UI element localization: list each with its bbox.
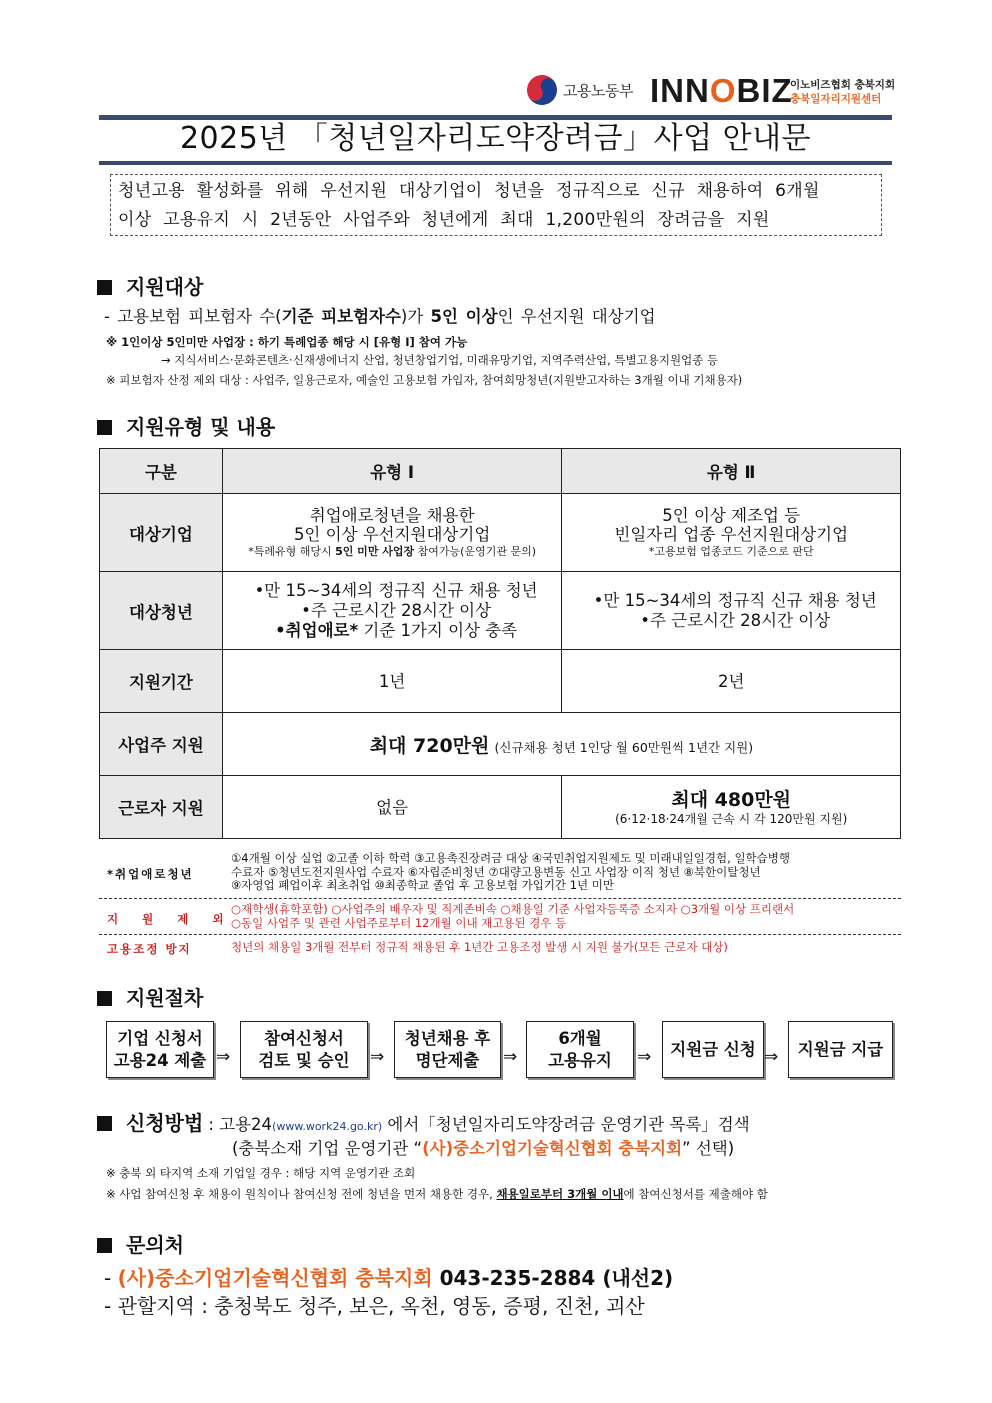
hardship-label: *취업애로청년 — [107, 867, 194, 881]
exclude-l2: ○동일 사업주 및 관련 사업주로부터 12개월 이내 재고용된 경우 등 — [231, 915, 567, 930]
employer-amount: 최대 720만원 — [369, 734, 490, 757]
target-pre: - 고용보험 피보험자 수( — [104, 307, 282, 326]
intro-line2: 이상 고용유지 시 2년동안 사업주와 청년에게 최대 1,200만원의 장려금을 지원 — [118, 210, 770, 230]
cell-youth-type1 — [222, 572, 562, 650]
company-t2-note: *고용보험 업종코드 기준으로 판단 — [648, 545, 814, 558]
row-label-worker: 근로자 지원 — [100, 776, 223, 839]
arrow-right-icon: ⇒ — [370, 1047, 385, 1067]
target-mid: )가 — [400, 307, 431, 326]
moel-logo — [527, 74, 633, 106]
target-bold1: 기준 피보험자수 — [281, 307, 401, 326]
target-note2: → 지식서비스·문화콘텐츠·신재생에너지 산업, 청년창업기업, 미래유망기업, 지역주력산업, 특별고용지원업종 등 — [161, 353, 719, 367]
section-procedure-heading — [97, 985, 203, 1011]
legend-divider-2 — [99, 934, 901, 935]
section-contact-heading — [97, 1232, 184, 1258]
contact-org: (사)중소기업기술혁신협회 충북지회 — [117, 1266, 433, 1290]
innobiz-subtitle — [790, 78, 895, 106]
step-6-line1: 지원금 지급 — [797, 1039, 884, 1059]
cell-period-type1: 1년 — [222, 650, 562, 713]
step-4 — [526, 1021, 634, 1078]
arrow-right-icon: ⇒ — [637, 1047, 652, 1067]
col-header-category: 구분 — [100, 449, 223, 494]
step-6 — [788, 1021, 893, 1078]
arrow-right-icon: ⇒ — [216, 1047, 231, 1067]
step-3-line1: 청년채용 후 — [404, 1028, 491, 1048]
legend-divider-1 — [99, 898, 901, 899]
innobiz-sub1: 이노비즈협회 충북지회 — [790, 79, 896, 91]
arrow-right-icon: ⇒ — [503, 1047, 518, 1067]
cell-company-type1 — [222, 494, 562, 572]
apply-note2-post: 에 참여신청서를 제출해야 함 — [623, 1187, 768, 1201]
section-procedure-title: 지원절차 — [126, 986, 204, 1010]
company-t2-line1: 5인 이상 제조업 등 — [662, 506, 801, 525]
hardship-l3: ⑨자영업 폐업이후 최초취업 ⑩최종학교 졸업 후 고용보험 가입기간 1년 미만 — [231, 878, 614, 892]
contact-dash: - — [104, 1266, 118, 1290]
contact-line1 — [104, 1263, 673, 1293]
worker-t2-detail: (6·12·18·24개월 근속 시 각 120만원 지원) — [615, 811, 848, 826]
adjust-label: 고용조정 방지 — [107, 942, 192, 956]
company-t2-line2: 빈일자리 업종 우선지원대상기업 — [614, 525, 849, 544]
exclude-label: 지 원 제 외 — [107, 912, 234, 926]
row-label-employer: 사업주 지원 — [100, 713, 223, 776]
target-note1: ※ 1인이상 5인미만 사업장 : 하기 특례업종 해당 시 [유형 I] 참여 가능 — [106, 335, 468, 349]
moel-name: 고용노동부 — [563, 81, 633, 100]
innobiz-pre: INN — [650, 72, 710, 109]
company-t1-line2: 5인 이상 우선지원대상기업 — [293, 525, 491, 544]
company-t1-note — [223, 544, 562, 559]
worker-t2-amount: 최대 480만원 — [671, 788, 792, 811]
apply-org: (사)중소기업기술혁신협회 충북지회 — [422, 1139, 683, 1158]
employer-detail: (신규채용 청년 1인당 월 60만원씩 1년간 지원) — [494, 739, 754, 755]
cell-worker-type2 — [562, 776, 901, 839]
apply-url: (www.work24.go.kr) — [272, 1120, 383, 1133]
support-table — [99, 448, 901, 839]
section-target-title: 지원대상 — [126, 275, 204, 299]
cell-period-type2: 2년 — [562, 650, 901, 713]
target-note3: ※ 피보험자 산정 제외 대상 : 사업주, 일용근로자, 예술인 고용보험 가입자, 참여희망청년(지원받고자하는 3개월 이내 기채용자) — [106, 373, 743, 387]
step-1-line2: 고용24 제출 — [113, 1050, 207, 1070]
col-header-type1: 유형 Ⅰ — [222, 449, 562, 494]
title-rule-bottom — [99, 161, 892, 165]
section-contact-title: 문의처 — [126, 1233, 184, 1257]
row-label-company: 대상기업 — [100, 494, 223, 572]
square-bullet-icon — [97, 1238, 112, 1253]
square-bullet-icon — [97, 991, 112, 1006]
target-line — [104, 305, 656, 329]
row-label-period: 지원기간 — [100, 650, 223, 713]
apply-line1-pre: : 고용24 — [208, 1115, 273, 1134]
apply-line2 — [232, 1137, 734, 1161]
row-label-youth: 대상청년 — [100, 572, 223, 650]
cell-youth-type2 — [562, 572, 901, 650]
innobiz-sub2: 충북일자리지원센터 — [790, 93, 882, 105]
hardship-text — [231, 852, 901, 893]
youth-t1-b1: •만 15~34세의 정규직 신규 채용 청년 — [254, 580, 538, 600]
step-2-line2: 검토 및 승인 — [258, 1050, 350, 1070]
square-bullet-icon — [97, 420, 112, 435]
intro-line1: 청년고용 활성화를 위해 우선지원 대상기업이 청년을 정규직으로 신규 채용하여 6개월 — [118, 181, 820, 201]
apply-note1: ※ 충북 외 타지역 소재 기업일 경우 : 해당 지역 운영기관 조회 — [106, 1166, 416, 1180]
section-apply-title: 신청방법 — [126, 1111, 204, 1135]
table-row-employer — [100, 713, 901, 776]
cell-employer — [222, 713, 900, 776]
square-bullet-icon — [97, 1116, 112, 1131]
hardship-l2: 수료자 ⑤청년도전지원사업 수료자 ⑥자립준비청년 ⑦대량고용변동 신고 사업장 이직 청년 ⑧북한이탈청년 — [231, 864, 761, 879]
step-2 — [240, 1021, 368, 1078]
section-apply-heading — [97, 1110, 750, 1137]
step-5 — [662, 1021, 764, 1078]
step-3 — [394, 1021, 501, 1078]
step-5-line1: 지원금 신청 — [670, 1039, 756, 1059]
step-1 — [106, 1021, 214, 1078]
adjust-text: 청년의 채용일 3개월 전부터 정규직 채용된 후 1년간 고용조정 발생 시 지원 불가(모든 근로자 대상) — [231, 940, 728, 954]
section-types-title: 지원유형 및 내용 — [126, 415, 276, 439]
section-target-heading — [97, 274, 203, 300]
apply-line1-post: 에서「청년일자리도약장려금 운영기관 목록」검색 — [382, 1115, 750, 1134]
company-t1-note-pre: *특례유형 해당시 — [248, 545, 336, 558]
square-bullet-icon — [97, 280, 112, 295]
youth-t1-b3-bold: •취업애로* — [275, 620, 359, 640]
col-header-type2: 유형 Ⅱ — [562, 449, 901, 494]
step-2-line1: 참여신청서 — [264, 1028, 344, 1048]
taegeuk-icon — [522, 70, 563, 111]
apply-note2 — [106, 1186, 768, 1203]
arrow-right-icon: ⇒ — [764, 1047, 779, 1067]
page-title: 2025년 「청년일자리도약장려금」사업 안내문 — [179, 121, 812, 156]
company-t1-note-post: 참여가능(운영기관 문의) — [414, 545, 536, 558]
company-t1-note-bold: 5인 미만 사업장 — [335, 545, 415, 558]
youth-t2-b1: •만 15~34세의 정규직 신규 채용 청년 — [593, 590, 877, 610]
table-row-worker — [100, 776, 901, 839]
section-types-heading — [97, 414, 275, 440]
innobiz-post: BIZ — [736, 72, 793, 109]
apply-note2-bold: 채용일로부터 3개월 이내 — [496, 1187, 624, 1201]
youth-t1-b3-post: 기준 1가지 이상 충족 — [358, 620, 518, 640]
table-row-period — [100, 650, 901, 713]
step-1-line1: 기업 신청서 — [117, 1028, 203, 1048]
target-bold2: 5인 이상 — [430, 307, 498, 326]
contact-line2: - 관할지역 : 충청북도 청주, 보은, 옥천, 영동, 증평, 진천, 괴산 — [104, 1294, 645, 1318]
company-t1-line1: 취업애로청년을 채용한 — [309, 506, 475, 525]
exclude-l1: ○재학생(휴학포함) ○사업주의 배우자 및 직계존비속 ○채용일 기준 사업자등록증 소지자 ○3개월 이상 프리랜서 — [231, 902, 795, 916]
exclude-text — [231, 903, 901, 930]
target-post: 인 우선지원 대상기업 — [497, 307, 656, 326]
step-4-line1: 6개월 — [558, 1028, 602, 1048]
contact-phone: 043-235-2884 (내선2) — [432, 1266, 674, 1290]
innobiz-logo — [650, 74, 793, 108]
youth-t1-b2: •주 근로시간 28시간 이상 — [301, 600, 492, 620]
apply-line2-post: ” 선택) — [682, 1139, 735, 1158]
apply-line2-pre: (충북소재 기업 운영기관 “ — [232, 1139, 423, 1158]
intro-text — [118, 177, 878, 235]
youth-t2-b2: •주 근로시간 28시간 이상 — [640, 610, 831, 630]
table-row-company — [100, 494, 901, 572]
apply-note2-pre: ※ 사업 참여신청 후 채용이 원칙이나 참여신청 전에 청년을 먼저 채용한 경우, — [106, 1187, 497, 1201]
table-header-row — [100, 449, 901, 494]
hardship-l1: ①4개월 이상 실업 ②고졸 이하 학력 ③고용촉진장려금 대상 ④국민취업지원제도 및 미래내일일경험, 일학습병행 — [231, 851, 790, 865]
table-row-youth — [100, 572, 901, 650]
innobiz-o: O — [709, 72, 737, 109]
step-3-line2: 명단제출 — [415, 1050, 480, 1070]
step-4-line2: 고용유지 — [548, 1050, 612, 1070]
cell-company-type2 — [562, 494, 901, 572]
youth-t1-b3 — [231, 621, 562, 641]
cell-worker-type1: 없음 — [222, 776, 562, 839]
